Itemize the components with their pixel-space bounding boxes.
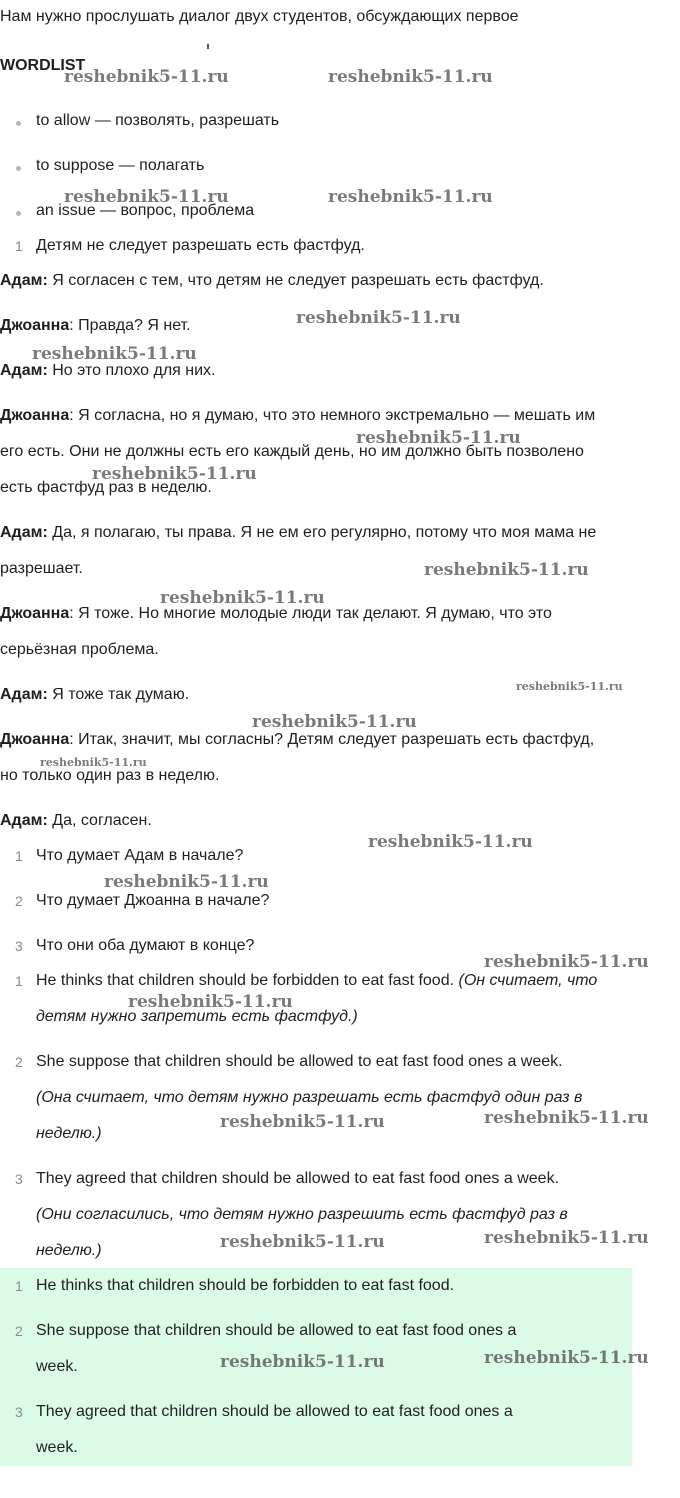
watermark: reshebnik5-11.ru [368, 832, 533, 852]
dialogue-line: Адам: Но это плохо для них. [0, 362, 216, 379]
watermark: reshebnik5-11.ru [516, 680, 623, 693]
dialogue-line-cont: есть фастфуд раз в неделю. [0, 479, 212, 496]
dialogue-line-cont: но только один раз в неделю. [0, 767, 220, 784]
speaker-name: Джоанна [0, 605, 70, 622]
watermark: reshebnik5-11.ru [484, 952, 649, 972]
watermark: reshebnik5-11.ru [128, 992, 293, 1012]
intro-text: Нам нужно прослушать диалог двух студентов, обсуждающих первое [0, 8, 519, 25]
watermark: reshebnik5-11.ru [296, 308, 461, 328]
watermark: reshebnik5-11.ru [40, 756, 147, 769]
dialogue-line-cont: его есть. Они не должны есть его каждый день, но им должно быть позволено [0, 443, 584, 460]
speaker-name: Адам: [0, 362, 48, 379]
wordlist-heading: WORDLIST [0, 57, 86, 74]
watermark: reshebnik5-11.ru [64, 187, 229, 207]
speaker-name: Адам: [0, 686, 48, 703]
dialogue-line: Джоанна: Я согласна, но я думаю, что это немного экстремально — мешать им [0, 407, 596, 424]
watermark: reshebnik5-11.ru [104, 872, 269, 892]
watermark: reshebnik5-11.ru [328, 187, 493, 207]
bullet-icon [16, 166, 21, 171]
watermark: reshebnik5-11.ru [424, 560, 589, 580]
speaker-name: Адам: [0, 812, 48, 829]
watermark: reshebnik5-11.ru [484, 1348, 649, 1368]
speaker-name: Адам: [0, 272, 48, 289]
dialogue-line: Адам: Да, согласен. [0, 812, 152, 829]
watermark: reshebnik5-11.ru [328, 67, 493, 87]
watermark: reshebnik5-11.ru [220, 1352, 385, 1372]
watermark: reshebnik5-11.ru [160, 588, 325, 608]
dialogue-line-cont: серьёзная проблема. [0, 641, 159, 658]
dialogue-line: Джоанна: Итак, значит, мы согласны? Детям следует разрешать есть фастфуд, [0, 731, 595, 748]
dialogue-line: Джоанна: Правда? Я нет. [0, 317, 191, 334]
watermark: reshebnik5-11.ru [220, 1112, 385, 1132]
watermark: reshebnik5-11.ru [220, 1232, 385, 1252]
speaker-name: Джоанна [0, 407, 70, 424]
dialogue-line: Адам: Да, я полагаю, ты права. Я не ем его регулярно, потому что моя мама не [0, 524, 597, 541]
dialogue-line: Джоанна: Я тоже. Но многие молодые люди так делают. Я думаю, что это [0, 605, 552, 622]
speaker-name: Джоанна [0, 317, 70, 334]
bullet-icon [16, 211, 21, 216]
bullet-icon [16, 121, 21, 126]
stray-mark [207, 44, 209, 49]
dialogue-line-cont: разрешает. [0, 560, 83, 577]
dialogue-line: Адам: Я согласен с тем, что детям не следует разрешать есть фастфуд. [0, 272, 544, 289]
speaker-name: Адам: [0, 524, 48, 541]
speaker-name: Джоанна [0, 731, 70, 748]
watermark: reshebnik5-11.ru [64, 67, 229, 87]
watermark: reshebnik5-11.ru [32, 344, 197, 364]
dialogue-line: Адам: Я тоже так думаю. [0, 686, 190, 703]
watermark: reshebnik5-11.ru [356, 428, 521, 448]
watermark: reshebnik5-11.ru [252, 712, 417, 732]
watermark: reshebnik5-11.ru [92, 464, 257, 484]
watermark: reshebnik5-11.ru [484, 1228, 649, 1248]
watermark: reshebnik5-11.ru [484, 1108, 649, 1128]
